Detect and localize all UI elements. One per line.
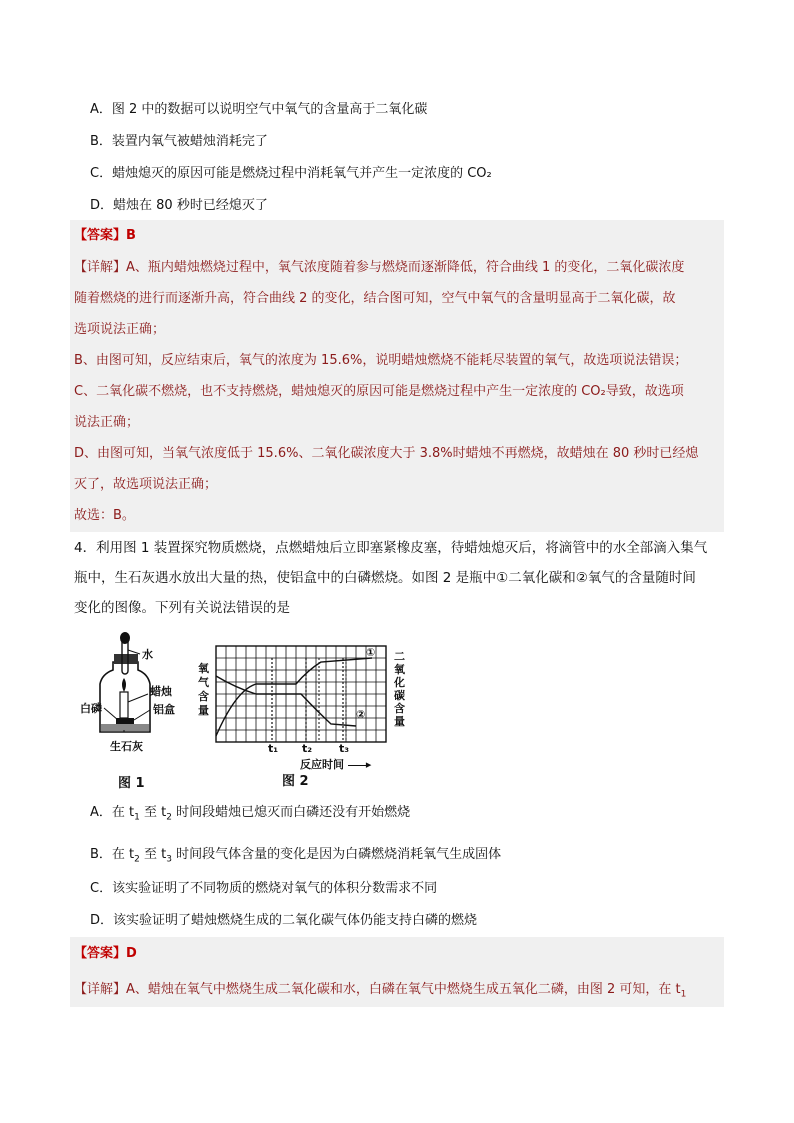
answer-label: 【答案】B [74,228,136,243]
option-a: A．图 2 中的数据可以说明空气中氧气的含量高于二氧化碳 [90,102,428,117]
fig2-tick-t2: t₂ [302,742,313,755]
fig2-mark-1: ① [366,646,376,659]
explanation-line: 说法正确； [74,415,140,430]
fig2-ylabel-right: 二氧化碳含量 [394,650,405,728]
fig1-label-quicklime: 生石灰 [110,740,143,753]
explanation-line: B、由图可知，反应结束后，氧气的浓度为 15.6%，说明蜡烛燃烧不能耗尽装置的氧气，故选项说法错误； [74,353,688,368]
q4-option-c: C．该实验证明了不同物质的燃烧对氧气的体积分数需求不同 [90,881,438,896]
fig2-mark-2: ② [356,708,366,721]
explanation-line: D、由图可知，当氧气浓度低于 15.6%、二氧化碳浓度大于 3.8%时蜡烛不再燃烧，故蜡烛在 80 秒时已经熄 [74,446,699,461]
explanation-line: C、二氧化碳不燃烧，也不支持燃烧，蜡烛熄灭的原因可能是燃烧过程中产生一定浓度的 CO₂导致，故选项 [74,384,684,399]
explanation-line: 选项说法正确； [74,322,166,337]
question-stem: 瓶中，生石灰遇水放出大量的热，使铝盒中的白磷燃烧。如图 2 是瓶中①二氧化碳和②氧气的含量随时间 [74,570,696,586]
q4-option-b: B．在 $t_2$ 至 $t_3$ 时间段气体含量的变化是因为白磷燃烧消耗氧气生成固体 [90,847,502,865]
fig1-caption: 图 1 [118,776,145,791]
fig2-xlabel: 反应时间 ▸ [300,758,372,771]
explanation-line: 随着燃烧的进行而逐渐升高，符合曲线 2 的变化，结合图可知，空气中氧气的含量明显高于二氧化碳，故 [74,291,676,306]
q4-option-d: D．该实验证明了蜡烛燃烧生成的二氧化碳气体仍能支持白磷的燃烧 [90,913,478,928]
explanation-line: 【详解】A、瓶内蜡烛燃烧过程中，氧气浓度随着参与燃烧而逐渐降低，符合曲线 1 的变化，二氧化碳浓度 [74,260,685,275]
question-stem: 变化的图像。下列有关说法错误的是 [74,600,290,616]
q4-answer-label: 【答案】D [74,946,137,961]
fig2-ylabel-left: 氧气含量 [198,662,209,717]
question-stem: 4．利用图 1 装置探究物质燃烧，点燃蜡烛后立即塞紧橡皮塞，待蜡烛熄灭后，将滴管中的水全部滴入集气 [74,540,708,556]
q4-explanation-line: 【详解】A、蜡烛在氧气中燃烧生成二氧化碳和水，白磷在氧气中燃烧生成五氧化二磷，由图 2 可知，在 $t_1$ [74,982,687,1000]
q4-option-a: A．在 $t_1$ 至 $t_2$ 时间段蜡烛已熄灭而白磷还没有开始燃烧 [90,805,411,823]
fig1-label-candle: 蜡烛 [150,685,172,698]
fig1-label-water: 水 [142,648,153,661]
fig1-label-white-phosphorus: 白磷 [80,702,102,715]
fig2-caption: 图 2 [282,774,309,789]
explanation-line: 灭了，故选项说法正确； [74,477,218,492]
fig2-tick-t3: t₃ [339,742,350,755]
fig2-tick-t1: t₁ [268,742,279,755]
option-b: B．装置内氧气被蜡烛消耗完了 [90,134,268,149]
option-d: D．蜡烛在 80 秒时已经熄灭了 [90,198,268,213]
figure-2-graph [196,640,416,755]
fig1-label-al-box: 铝盒 [153,703,175,716]
explanation-line: 故选：B。 [74,508,135,523]
option-c: C．蜡烛熄灭的原因可能是燃烧过程中消耗氧气并产生一定浓度的 CO₂ [90,166,492,181]
